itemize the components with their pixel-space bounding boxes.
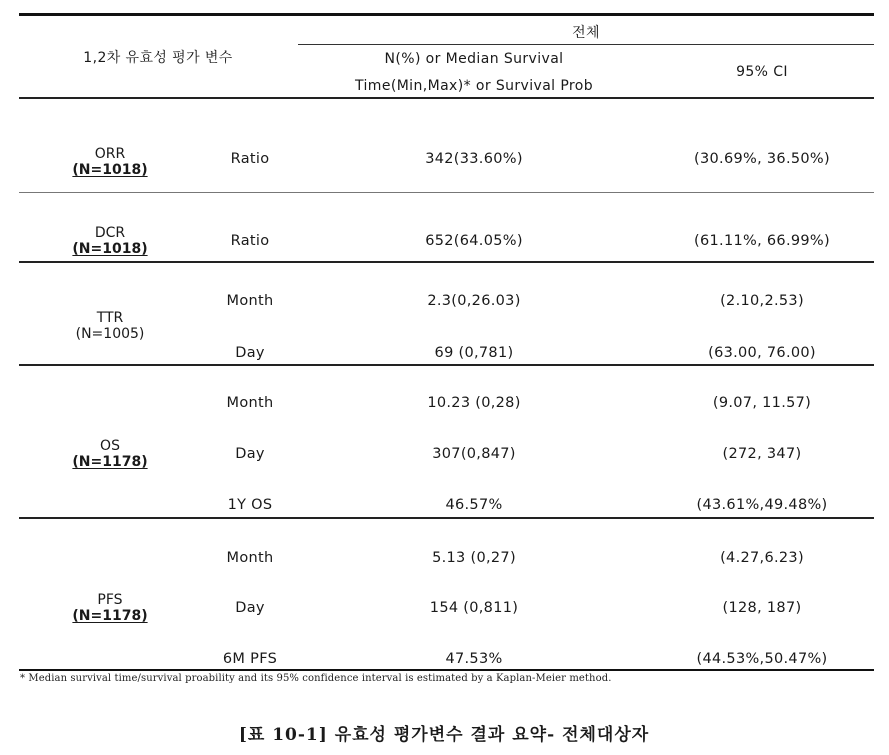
row-label: Ratio <box>230 233 270 249</box>
group-label-ttr <box>76 310 145 342</box>
row-estimate: 342(33.60%) <box>425 151 523 167</box>
table-footnote: * Median survival time/survival proability and its 95% confidence interval is estimated by a Kaplan-Meier method. <box>20 673 612 684</box>
group-name: PFS <box>97 592 123 608</box>
row-divider-os <box>19 517 874 519</box>
row-estimate: 10.23 (0,28) <box>427 395 521 411</box>
row-ci: (272, 347) <box>722 446 802 462</box>
header-estimate-line1: N(%) or Median Survival <box>384 51 564 67</box>
row-ci: (9.07, 11.57) <box>712 395 812 411</box>
row-divider-dcr <box>19 261 874 263</box>
row-divider-ttr <box>19 364 874 366</box>
row-ci: (43.61%,49.48%) <box>696 497 828 513</box>
header-group-label: 전체 <box>572 25 600 41</box>
row-ci: (128, 187) <box>722 600 802 616</box>
header-group-rule <box>298 44 874 45</box>
group-n: (N=1018) <box>72 162 148 178</box>
group-label-os <box>72 438 147 470</box>
row-estimate: 69 (0,781) <box>434 345 514 361</box>
row-ci: (63.00, 76.00) <box>708 345 816 361</box>
group-n: (N=1005) <box>75 326 145 342</box>
row-label: Month <box>226 395 274 411</box>
group-n: (N=1178) <box>72 454 148 470</box>
group-name: ORR <box>94 146 126 162</box>
row-estimate: 2.3(0,26.03) <box>427 293 521 309</box>
row-estimate: 5.13 (0,27) <box>432 550 516 566</box>
group-label-dcr <box>72 225 147 257</box>
header-bottom-rule <box>19 97 874 99</box>
row-estimate: 46.57% <box>445 497 503 513</box>
group-label-pfs <box>72 592 147 624</box>
row-label: 6M PFS <box>222 651 278 667</box>
row-ci: (44.53%,50.47%) <box>696 651 828 667</box>
row-label: Ratio <box>230 151 270 167</box>
group-n: (N=1018) <box>72 241 148 257</box>
row-label: Month <box>226 550 274 566</box>
row-ci: (30.69%, 36.50%) <box>694 151 830 167</box>
header-variable-label: 1,2차 유효성 평가 변수 <box>83 50 233 66</box>
row-ci: (4.27,6.23) <box>720 550 804 566</box>
row-label: 1Y OS <box>227 497 273 513</box>
row-label: Day <box>235 345 265 361</box>
row-ci: (61.11%, 66.99%) <box>694 233 830 249</box>
row-estimate: 652(64.05%) <box>425 233 523 249</box>
group-label-orr <box>72 146 147 178</box>
row-label: Day <box>235 446 265 462</box>
header-ci-label: 95% CI <box>736 64 788 80</box>
row-divider-orr <box>19 192 874 193</box>
group-name: DCR <box>94 225 126 241</box>
group-name: TTR <box>96 310 124 326</box>
table-caption: [표 10-1] 유효성 평가변수 결과 요약- 전체대상자 <box>238 725 650 745</box>
row-ci: (2.10,2.53) <box>720 293 804 309</box>
table-top-rule <box>19 13 874 16</box>
header-estimate-line2: Time(Min,Max)* or Survival Prob <box>354 78 594 94</box>
row-label: Day <box>235 600 265 616</box>
row-label: Month <box>226 293 274 309</box>
row-estimate: 307(0,847) <box>432 446 516 462</box>
table-bottom-rule <box>19 669 874 671</box>
row-estimate: 154 (0,811) <box>429 600 519 616</box>
row-estimate: 47.53% <box>445 651 503 667</box>
group-name: OS <box>100 438 120 454</box>
group-n: (N=1178) <box>72 608 148 624</box>
